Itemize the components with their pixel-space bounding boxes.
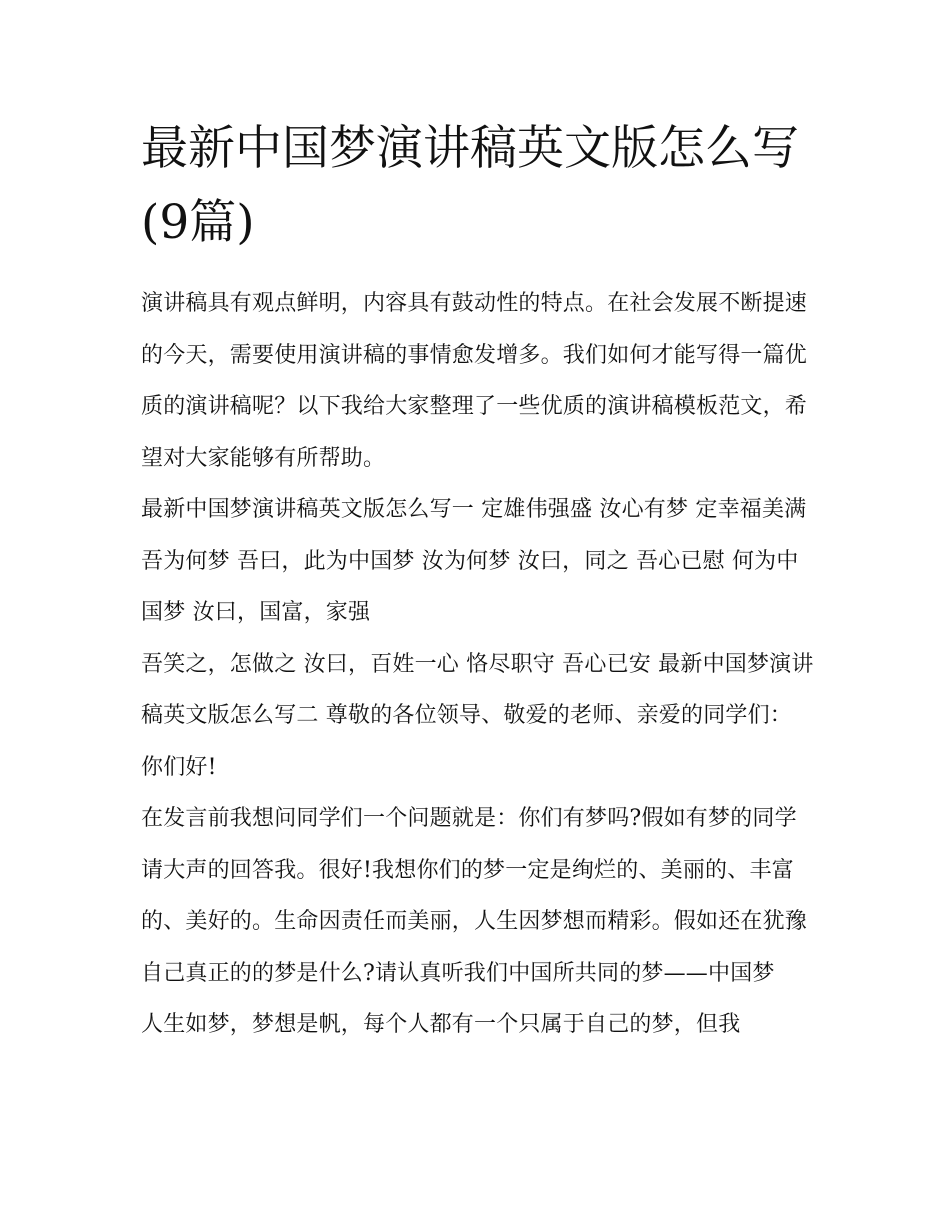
paragraph-speech-one: 最新中国梦演讲稿英文版怎么写一 定雄伟强盛 汝心有梦 定幸福美满 吾为何梦 吾曰，此为中国梦 汝为何梦 汝曰，同之 吾心已慰 何为中国梦 汝曰，国富，家强	[141, 497, 807, 625]
paragraph-dream: 人生如梦，梦想是帆，每个人都有一个只属于自己的梦，但我	[141, 1012, 741, 1037]
document-body	[141, 112, 816, 1051]
paragraph-question: 在发言前我想问同学们一个问题就是：你们有梦吗?假如有梦的同学请大声的回答我。很好!我想你们的梦一定是绚烂的、美丽的、丰富的、美好的。生命因责任而美丽，人生因梦想而精彩。假如还在犹豫自己真正的的梦是什么?请认真听我们中国所共同的梦——中国梦	[141, 806, 808, 986]
paragraph-intro: 演讲稿具有观点鲜明，内容具有鼓动性的特点。在社会发展不断提速的今天，需要使用演讲稿的事情愈发增多。我们如何才能写得一篇优质的演讲稿呢？以下我给大家整理了一些优质的演讲稿模板范文，希望对大家能够有所帮助。	[141, 291, 808, 471]
paragraph-speech-two: 吾笑之，怎做之 汝曰，百姓一心 恪尽职守 吾心已安 最新中国梦演讲稿英文版怎么写二 尊敬的各位领导、敬爱的老师、亲爱的同学们： 你们好!	[141, 651, 814, 780]
document-title: 最新中国梦演讲稿英文版怎么写(9篇)	[141, 121, 799, 250]
